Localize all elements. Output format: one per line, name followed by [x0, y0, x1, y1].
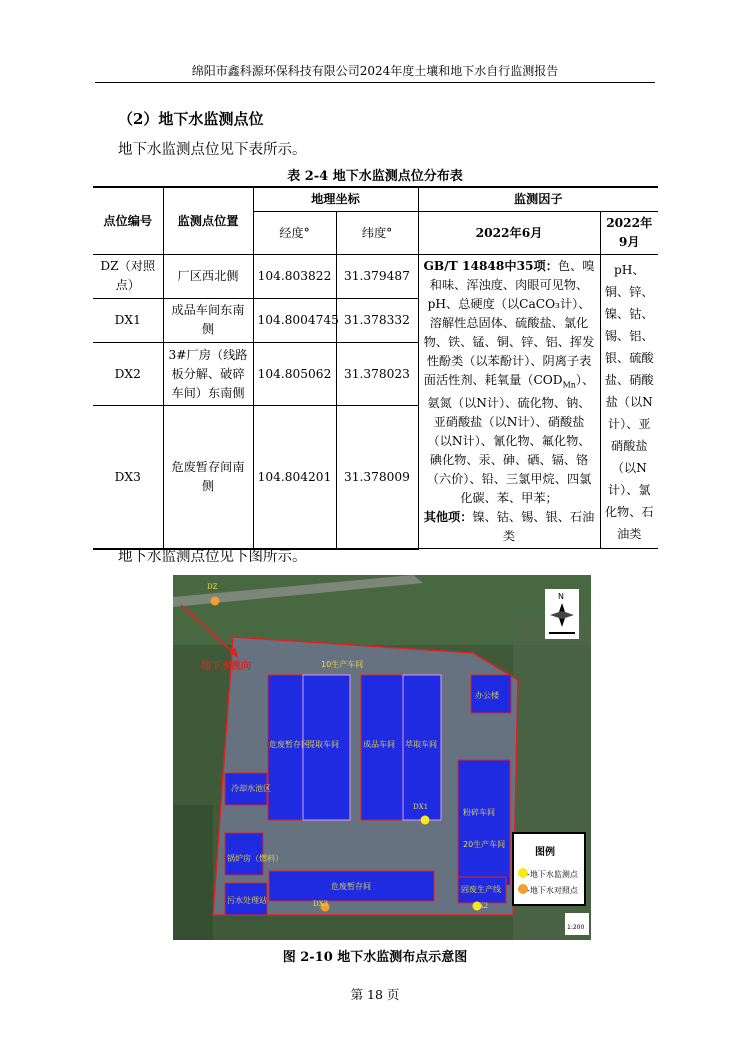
vegetation-area	[173, 805, 213, 940]
cell-id: DZ（对照点）	[93, 255, 163, 299]
cell-id: DX1	[93, 298, 163, 343]
cell-location: 成品车间东南侧	[163, 298, 253, 343]
th-location: 监测点位置	[163, 187, 253, 255]
monitor-point-dx1	[421, 816, 430, 825]
june-body2: ）、氨氮（以N计）、硫化物、钠、亚硝酸盐（以N计）、硝酸盐（以N计）、氰化物、氟化物、碘化物、汞、砷、硒、镉、铬（六价）、铅、三氯甲烷、四氯化碳、苯、甲苯；	[426, 373, 595, 506]
label-sewage: 污水处理站	[227, 896, 267, 905]
label-b10: 10生产车间	[321, 660, 364, 669]
cell-location: 厂区西北侧	[163, 255, 253, 299]
cell-lat: 31.378009	[336, 406, 418, 549]
cell-lat: 31.378332	[336, 298, 418, 343]
building-smash	[458, 760, 510, 885]
june-other: 镍、钴、锡、银、石油类	[472, 510, 595, 544]
section-heading: （2）地下水监测点位	[118, 110, 264, 128]
control-point-dz	[211, 597, 220, 606]
label-office: 办公楼	[475, 691, 499, 700]
cell-lon: 104.8004745	[253, 298, 336, 343]
th-coord: 地理坐标	[253, 187, 418, 212]
th-point-id: 点位编号	[93, 187, 163, 255]
label-hazwaste: 危废暂存区	[269, 740, 309, 749]
intro-text: 地下水监测点位见下表所示。	[118, 142, 307, 158]
june-other-lead: 其他项：	[423, 510, 473, 525]
th-lat: 纬度°	[336, 212, 418, 255]
cell-location: 危废暂存间南侧	[163, 406, 253, 549]
label-dz: DZ	[207, 583, 218, 591]
label-dx1: DX1	[413, 803, 429, 811]
legend-item2: -地下水对照点	[527, 886, 578, 895]
th-factor: 监测因子	[418, 187, 658, 212]
june-lead: GB/T 14848中35项：	[423, 259, 558, 273]
map-intro-text: 地下水监测点位见下图所示。	[118, 549, 307, 565]
label-hazstore: 危废暂存间	[331, 882, 371, 891]
page-number: 第 18 页	[350, 987, 400, 1002]
cell-id: DX2	[93, 343, 163, 406]
th-sept: 2022年9月	[600, 212, 658, 255]
june-sub: Mn	[562, 380, 576, 390]
site-map	[173, 575, 591, 940]
cell-location: 3#厂房（线路板分解、破碎车间）东南侧	[163, 343, 253, 406]
label-b20: 20生产车间	[463, 840, 506, 849]
table-caption: 表 2-4 地下水监测点位分布表	[287, 169, 463, 184]
label-crush: 萃取车间	[405, 740, 437, 749]
th-june: 2022年6月	[418, 212, 600, 255]
june-body: 色、嗅和味、浑浊度、肉眼可见物、pH、总硬度（以CaCO₃计）、溶解性总固体、硫酸盐、氯化物、铁、锰、铜、锌、铝、挥发性酚类（以苯酚计）、阴离子表面活性剂、耗氧量（COD	[423, 259, 595, 387]
cell-lon: 104.805062	[253, 343, 336, 406]
cell-lat: 31.379487	[336, 255, 418, 299]
scale-label: 1:200	[567, 924, 585, 931]
north-label: N	[558, 592, 564, 601]
label-waste: 固废生产线	[461, 885, 501, 894]
label-product: 成品车间	[363, 740, 395, 749]
label-dx2: DX2	[473, 902, 489, 910]
label-cold: 冷却水池区	[231, 784, 271, 793]
monitoring-table	[93, 186, 658, 550]
page-header: 绵阳市鑫科源环保科技有限公司2024年度土壤和地下水自行监测报告	[191, 64, 559, 78]
figure-caption: 图 2-10 地下水监测布点示意图	[282, 950, 468, 965]
label-smash: 粉碎车间	[463, 808, 495, 817]
table-row	[93, 255, 658, 299]
cell-lon: 104.804201	[253, 406, 336, 549]
cell-lat: 31.378023	[336, 343, 418, 406]
june-factors	[418, 255, 600, 549]
label-flow: 地下水流向	[201, 661, 251, 672]
cell-lon: 104.803822	[253, 255, 336, 299]
sept-factors: pH、铜、锌、镍、钴、锡、铝、银、硫酸盐、硝酸盐（以N计）、亚硝酸盐（以N计）、氯化物、石油类	[600, 255, 658, 549]
legend-item1: -地下水监测点	[527, 870, 578, 879]
label-dx3: DX3	[313, 900, 329, 908]
label-boiler: 锅炉房（燃料）	[227, 854, 283, 863]
th-lon: 经度°	[253, 212, 336, 255]
label-extract: 提取车间	[307, 740, 339, 749]
legend-title: 图例	[535, 847, 555, 858]
cell-id: DX3	[93, 406, 163, 549]
header-rule	[95, 82, 655, 83]
